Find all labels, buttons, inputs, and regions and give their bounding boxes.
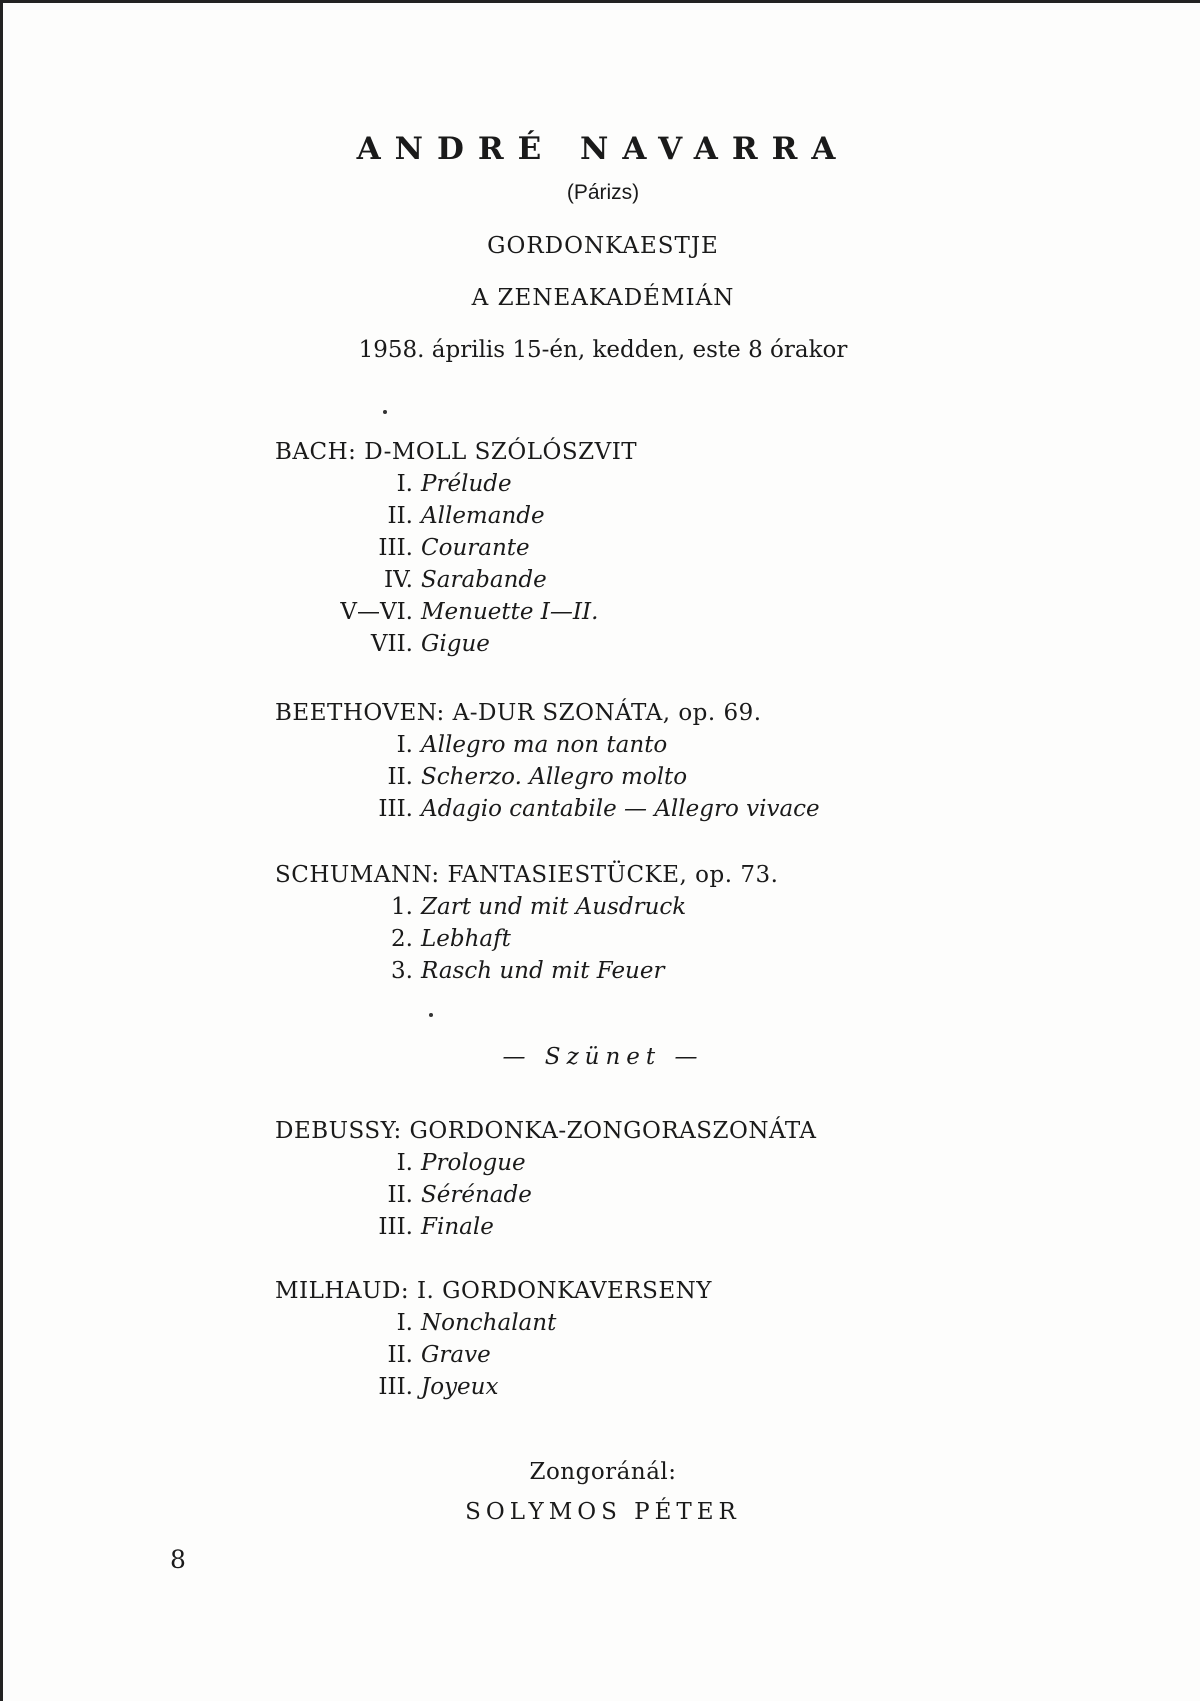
movement-row xyxy=(303,503,545,529)
speck-mark xyxy=(429,1013,433,1017)
speck-mark xyxy=(383,410,387,414)
movement-title: Allemande xyxy=(421,503,545,529)
event-title: GORDONKAESTJE xyxy=(487,233,719,259)
movement-title: Joyeux xyxy=(421,1374,499,1400)
movement-number: III. xyxy=(378,1374,413,1400)
movement-row xyxy=(303,567,547,593)
movement-title: Finale xyxy=(421,1214,494,1240)
movement-row xyxy=(303,535,530,561)
movement-title: Courante xyxy=(421,535,530,561)
movement-row xyxy=(303,1150,526,1176)
movement-row xyxy=(303,1374,498,1400)
movement-row xyxy=(303,732,667,758)
movement-title: Sérénade xyxy=(421,1182,532,1208)
movement-title: Allegro ma non tanto xyxy=(421,732,668,758)
movement-title: Adagio cantabile — Allegro vivace xyxy=(421,796,820,822)
performer-name: ANDRÉ NAVARRA xyxy=(356,131,850,167)
movement-number: I. xyxy=(396,1310,413,1336)
venue: A ZENEAKADÉMIÁN xyxy=(471,285,735,311)
movement-title: Menuette I—II. xyxy=(421,599,599,625)
movement-number: III. xyxy=(378,796,413,822)
movement-number: IV. xyxy=(384,567,413,593)
movement-title: Zart und mit Ausdruck xyxy=(421,894,687,920)
movement-title: Scherzo. Allegro molto xyxy=(421,764,688,790)
movement-number: III. xyxy=(378,535,413,561)
movement-number: I. xyxy=(396,1150,413,1176)
movement-title: Rasch und mit Feuer xyxy=(421,958,665,984)
movement-row xyxy=(303,796,820,822)
movement-number: II. xyxy=(387,1182,413,1208)
movement-title: Prologue xyxy=(421,1150,526,1176)
piece-heading: SCHUMANN: FANTASIESTÜCKE, op. 73. xyxy=(275,862,779,888)
movement-number: I. xyxy=(396,732,413,758)
accompanist-name: SOLYMOS PÉTER xyxy=(465,1499,741,1525)
movement-number: 2. xyxy=(391,926,413,952)
movement-row xyxy=(303,599,598,625)
movement-number: V—VI. xyxy=(340,599,413,625)
movement-title: Prélude xyxy=(421,471,512,497)
movement-title: Lebhaft xyxy=(421,926,511,952)
movement-row xyxy=(303,1342,491,1368)
piece-heading: DEBUSSY: GORDONKA-ZONGORASZONÁTA xyxy=(275,1118,817,1144)
movement-title: Sarabande xyxy=(421,567,547,593)
accompanist-label: Zongoránál: xyxy=(529,1459,677,1485)
movement-number: VII. xyxy=(370,631,413,657)
movement-title: Gigue xyxy=(421,631,490,657)
movement-row xyxy=(303,958,664,984)
movement-title: Nonchalant xyxy=(421,1310,557,1336)
movement-row xyxy=(303,631,490,657)
movement-row xyxy=(303,1214,494,1240)
performer-city: (Párizs) xyxy=(566,181,640,204)
movement-row xyxy=(303,1182,532,1208)
movement-number: 3. xyxy=(391,958,413,984)
movement-number: I. xyxy=(396,471,413,497)
movement-title: Grave xyxy=(421,1342,491,1368)
piece-heading: BACH: D-MOLL SZÓLÓSZVIT xyxy=(275,439,638,465)
movement-row xyxy=(303,764,687,790)
movement-row xyxy=(303,1310,556,1336)
piece-heading: BEETHOVEN: A-DUR SZONÁTA, op. 69. xyxy=(275,700,762,726)
movement-number: II. xyxy=(387,1342,413,1368)
movement-number: III. xyxy=(378,1214,413,1240)
movement-number: II. xyxy=(387,503,413,529)
movement-number: 1. xyxy=(391,894,413,920)
page-number: 8 xyxy=(170,1545,186,1574)
movement-row xyxy=(303,926,511,952)
intermission: — Szünet — xyxy=(502,1044,704,1070)
movement-number: II. xyxy=(387,764,413,790)
movement-row xyxy=(303,894,686,920)
movement-row xyxy=(303,471,512,497)
event-date: 1958. április 15-én, kedden, este 8 órakor xyxy=(358,337,848,363)
piece-heading: MILHAUD: I. GORDONKAVERSENY xyxy=(275,1278,712,1304)
